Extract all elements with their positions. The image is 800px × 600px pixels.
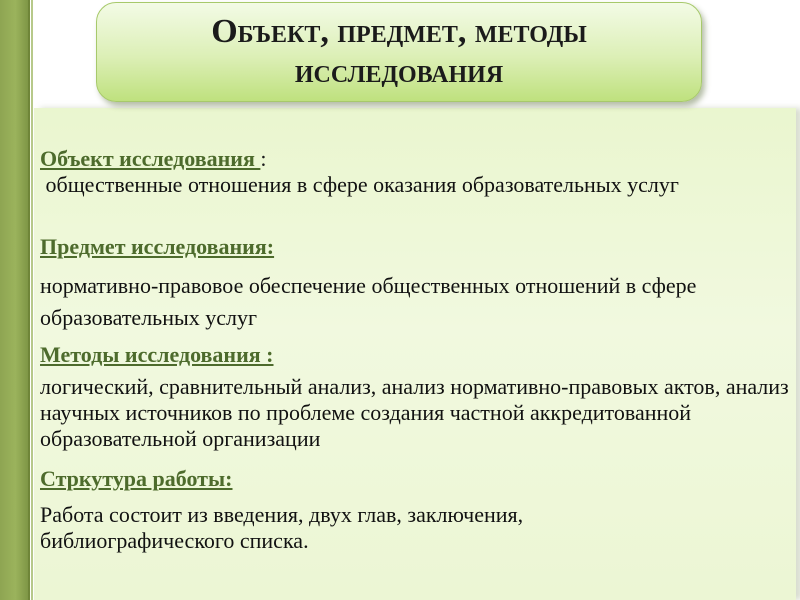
left-accent-divider bbox=[31, 0, 33, 600]
object-text: общественные отношения в сфере оказания образовательных услуг bbox=[40, 172, 679, 197]
object-heading bbox=[40, 146, 267, 172]
slide-title: Объект, предмет, методы исследования bbox=[211, 13, 587, 90]
structure-text: Работа состоит из введения, двух глав, заключения, библиографического списка. bbox=[40, 502, 524, 553]
methods-text: логический, сравнительный анализ, анализ нормативно-правовых актов, анализ научных источников по проблеме создания частной аккредитованной образовательной организации bbox=[40, 374, 789, 451]
structure-heading: Стркутура работы: bbox=[40, 466, 233, 491]
methods-heading: Методы исследования : bbox=[40, 342, 274, 367]
object-heading-label: Объект исследования bbox=[40, 146, 261, 171]
subject-heading: Предмет исследования: bbox=[40, 234, 275, 259]
title-box bbox=[96, 2, 702, 102]
left-accent-bar bbox=[0, 0, 30, 600]
object-heading-colon: : bbox=[260, 146, 267, 171]
subject-text: нормативно-правовое обеспечение общественных отношений в сфере образовательных услуг bbox=[40, 273, 697, 330]
